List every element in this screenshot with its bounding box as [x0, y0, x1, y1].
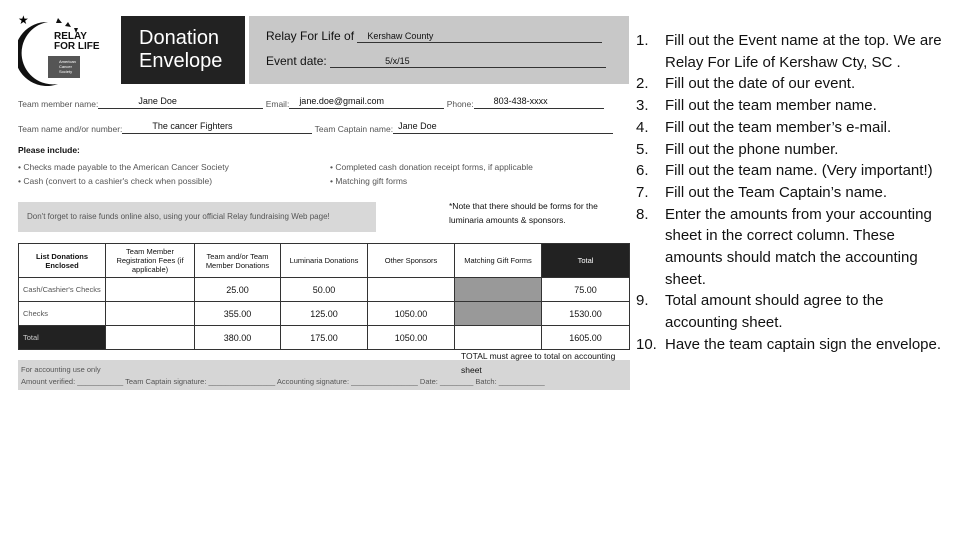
table-cell — [455, 302, 542, 326]
table-cell[interactable]: 50.00 — [281, 278, 368, 302]
date-value: 5/x/15 — [385, 56, 410, 66]
team-row — [18, 121, 630, 134]
list-item: 7. Fill out the Team Captain’s name. — [636, 183, 888, 201]
member-field[interactable] — [98, 96, 263, 109]
table-cell[interactable] — [106, 326, 195, 350]
email-value: jane.doe@gmail.com — [299, 96, 384, 106]
instructions-list — [636, 30, 952, 356]
list-item: 4. Fill out the team member’s e-mail. — [636, 118, 892, 136]
title-line2: Envelope — [139, 50, 223, 72]
list-item: 6. Fill out the team name. (Very important!) — [636, 162, 933, 180]
table-row — [19, 302, 630, 326]
table-cell[interactable]: 1530.00 — [542, 302, 630, 326]
table-cell[interactable]: 1050.00 — [368, 302, 455, 326]
date-label: Event date: — [266, 54, 327, 68]
relay-field[interactable] — [357, 30, 602, 43]
row-label: Total — [19, 326, 106, 350]
list-item: 9. Total amount should agree to the accounting sheet. — [636, 292, 884, 332]
event-box — [249, 16, 629, 84]
phone-value: 803-438-xxxx — [493, 96, 548, 106]
forms-note: *Note that there should be forms for the luminaria amounts & sponsors. — [449, 201, 598, 225]
member-label: Team member name: — [18, 99, 99, 109]
online-note: Don't forget to raise funds online also, using your official Relay fundraising Web page! — [18, 202, 376, 232]
column-header: List Donations Enclosed — [19, 244, 106, 278]
column-header: Team and/or Team Member Donations — [195, 244, 281, 278]
team-field[interactable] — [122, 121, 312, 134]
list-item: 3. Fill out the team member name. — [636, 97, 877, 115]
table-cell[interactable]: 355.00 — [195, 302, 281, 326]
email-field[interactable] — [289, 96, 444, 109]
table-row — [19, 278, 630, 302]
table-cell[interactable]: 1050.00 — [368, 326, 455, 350]
table-cell[interactable]: 75.00 — [542, 278, 630, 302]
accounting-heading: For accounting use only — [21, 365, 101, 374]
envelope-title — [121, 16, 245, 84]
include-item: • Cash (convert to a cashier's check when possible) — [18, 176, 213, 186]
member-value: Jane Doe — [138, 96, 177, 106]
captain-field[interactable] — [393, 121, 613, 134]
include-heading: Please include: — [18, 145, 80, 155]
member-row — [18, 96, 630, 109]
relay-label: Relay For Life of — [266, 29, 355, 43]
column-header: Team Member Registration Fees (if applicable) — [106, 244, 195, 278]
table-cell[interactable]: 25.00 — [195, 278, 281, 302]
include-item: • Completed cash donation receipt forms, if applicable — [330, 162, 533, 172]
table-cell[interactable]: 380.00 — [195, 326, 281, 350]
relay-value: Kershaw County — [367, 31, 434, 41]
table-cell[interactable] — [106, 302, 195, 326]
date-field[interactable] — [330, 55, 606, 68]
phone-label: Phone: — [446, 99, 474, 109]
team-label: Team name and/or number: — [18, 124, 123, 134]
email-label: Email: — [265, 99, 290, 109]
team-value: The cancer Fighters — [152, 121, 233, 131]
list-item: 10. Have the team captain sign the envelope. — [636, 335, 942, 353]
table-cell[interactable] — [455, 326, 542, 350]
accounting-fields: Amount verified: ___________ Team Captain signature: ________________ Accounting signature: ________________ Date: ________ Batch: ___________ — [21, 377, 545, 386]
captain-value: Jane Doe — [398, 121, 437, 131]
list-item: 8. Enter the amounts from your accounting sheet in the correct column. These amounts should match the accounting sheet. — [636, 205, 932, 288]
table-cell — [455, 278, 542, 302]
table-cell[interactable] — [106, 278, 195, 302]
table-cell[interactable] — [368, 278, 455, 302]
svg-text:★: ★ — [18, 14, 29, 27]
list-item: 5. Fill out the phone number. — [636, 140, 839, 158]
table-cell[interactable]: 125.00 — [281, 302, 368, 326]
table-cell[interactable]: 1605.00 — [542, 326, 630, 350]
title-line1: Donation — [139, 27, 220, 49]
column-header: Other Sponsors — [368, 244, 455, 278]
logo-text: RELAY FOR LIFE — [54, 31, 100, 52]
total-note: TOTAL must agree to total on accounting sheet — [461, 351, 616, 375]
table-cell[interactable]: 175.00 — [281, 326, 368, 350]
list-item: 1. Fill out the Event name at the top. We are Relay For Life of Kershaw Cty, SC . — [636, 32, 942, 71]
column-header: Total — [542, 244, 630, 278]
table-row — [19, 326, 630, 350]
list-item: 2. Fill out the date of our event. — [636, 75, 856, 93]
include-item: • Matching gift forms — [330, 176, 408, 186]
donations-table — [18, 243, 630, 350]
phone-field[interactable] — [474, 96, 604, 109]
row-label: Cash/Cashier's Checks — [19, 278, 106, 302]
column-header: Matching Gift Forms — [455, 244, 542, 278]
table-header-row — [19, 244, 630, 278]
captain-label: Team Captain name: — [314, 124, 394, 134]
include-item: • Checks made payable to the American Cancer Society — [18, 162, 229, 172]
column-header: Luminaria Donations — [281, 244, 368, 278]
row-label: Checks — [19, 302, 106, 326]
acs-logo: American Cancer Society — [48, 56, 80, 78]
